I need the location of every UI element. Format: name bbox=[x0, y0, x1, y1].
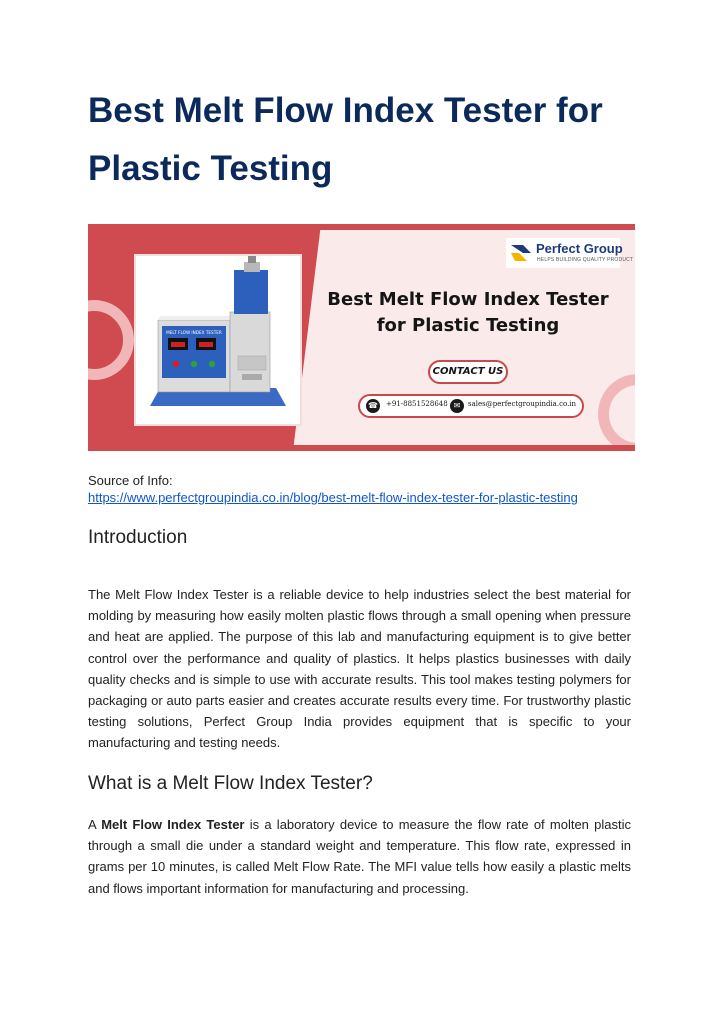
email-address: sales@perfectgroupindia.co.in bbox=[468, 400, 577, 408]
company-logo bbox=[506, 238, 634, 268]
banner-bottom-stripe bbox=[88, 445, 635, 451]
contact-info-bar bbox=[358, 394, 584, 418]
section-heading-what-is: What is a Melt Flow Index Tester? bbox=[88, 773, 373, 794]
para-bold-term: Melt Flow Index Tester bbox=[101, 817, 245, 832]
para-rest-text: is a laboratory device to measure the flow rate of molten plastic through a small die under a standard weight and temperature. This flow rate, expressed in grams per 10 minutes, is called Melt Flow Rate. The MFI value tells how easily a plastic melts and flows important information for manufacturing and processing. bbox=[88, 817, 631, 896]
paragraph-what-is bbox=[88, 814, 631, 899]
source-link[interactable]: https://www.perfectgroupindia.co.in/blog/best-melt-flow-index-tester-for-plastic-testing bbox=[88, 490, 578, 505]
phone-number: +91-8851528648 bbox=[386, 400, 448, 408]
melt-flow-tester-illustration bbox=[136, 256, 300, 424]
product-photo bbox=[134, 254, 302, 426]
page-title: Best Melt Flow Index Tester for Plastic Testing bbox=[88, 91, 603, 188]
banner-image bbox=[88, 224, 635, 451]
para-lead-text: A bbox=[88, 817, 102, 832]
email-icon: ✉ bbox=[450, 399, 464, 413]
contact-us-button[interactable]: CONTACT US bbox=[428, 360, 508, 384]
logo-tagline: HELPS BUILDING QUALITY PRODUCT bbox=[537, 257, 634, 263]
section-heading-introduction: Introduction bbox=[88, 527, 188, 548]
decorative-ring bbox=[598, 374, 635, 451]
paragraph-introduction: The Melt Flow Index Tester is a reliable device to help industries select the best material for molding by measuring how easily molten plastic flows through a small opening when pressure and heat are applied. The purpose of this lab and manufacturing equipment is to give better control over the performance and quality of plastics. It helps plastics businesses with daily quality checks and is simple to use with accurate results. This tool makes testing polymers for packaging or auto parts easier and creates accurate results every time. For trustworthy plastic testing solutions, Perfect Group India provides equipment that is specific to your manufacturing and testing needs. bbox=[88, 587, 631, 751]
logo-mark-icon bbox=[510, 242, 532, 264]
source-label: Source of Info: bbox=[88, 473, 173, 488]
banner-title: Best Melt Flow Index Tester for Plastic Testing bbox=[327, 289, 609, 336]
device-label: MELT FLOW INDEX TESTER bbox=[166, 330, 222, 335]
logo-name: Perfect Group bbox=[536, 241, 623, 256]
phone-icon: ☎ bbox=[366, 399, 380, 413]
